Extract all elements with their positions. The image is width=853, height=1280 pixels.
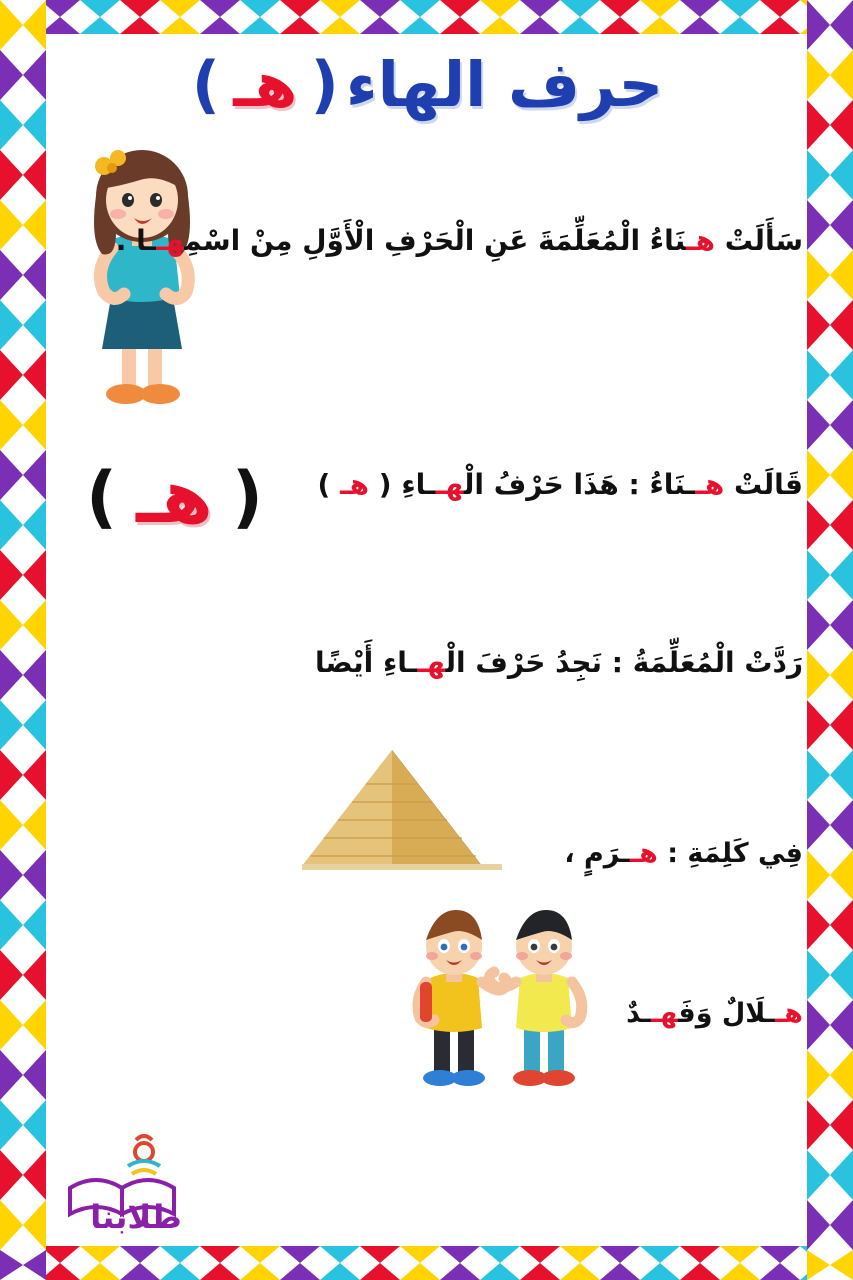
title-paren-close: ) [191,48,221,121]
title-paren-open: ( [310,48,339,121]
sentence-2-part-3: هـ [435,468,464,501]
decorative-border-right [807,0,853,1280]
decorative-border-left [0,0,46,1280]
sentence-2-part-2: ـنَاءُ : هَذَا حَرْفُ الْ [463,468,696,501]
girl-illustration [60,144,220,414]
title-text: حرف الهاء [345,48,664,121]
decorative-border-top [0,0,853,34]
letter-paren-open: ( [231,457,263,537]
sentence-1-part-2: نَاءُ الْمُعَلِّمَةَ عَنِ الْحَرْفِ الْأَوَّلِ مِنْ اسْمِ [184,224,687,257]
brand-logo-text: طلابنا [90,1198,182,1236]
letter-paren-close: ) [86,457,118,537]
sentence-5-part-0: هـ [775,998,803,1029]
sentence-1-part-0: سَأَلَتْ [715,224,803,257]
sentence-5-part-3: ـدٌ [626,998,651,1029]
title-letter: هـ [233,48,298,121]
sentence-2 [243,464,803,506]
page-title [46,48,807,121]
sentence-3-part-0: رَدَّتْ الْمُعَلِّمَةُ : نَجِدُ حَرْفَ الْ [445,646,803,679]
brand-logo [56,1130,216,1240]
sentence-4-part-1: هـ [629,838,658,869]
sentence-2-part-6: ) [317,468,341,501]
sentence-1 [115,220,803,262]
sentence-2-part-5: هـ [340,468,370,501]
sentence-3-part-2: ـاءِ أَيْضًا [315,646,418,679]
sentence-3 [243,642,803,684]
sentence-1-part-4: ـا . [115,224,157,257]
two-boys-illustration [396,894,606,1094]
sentence-5-part-2: هـ [650,998,679,1029]
pyramid-illustration [302,744,502,879]
sentence-4-part-2: ـرَمٍ ، [564,838,630,869]
sentence-1-part-1: هـ [686,224,716,257]
sentence-5 [626,994,803,1035]
worksheet-content [46,34,807,1246]
decorative-border-bottom [0,1246,853,1280]
letter-display-block [86,454,263,540]
sentence-4 [564,834,803,875]
letter-display: هـ [136,454,213,540]
sentence-2-part-4: ـاءِ ( [369,468,436,501]
sentence-5-part-1: ـلَالٌ وَفَ [678,998,776,1029]
sentence-4-part-0: فِي كَلِمَةِ : [657,838,803,869]
sentence-2-part-0: قَالَتْ [724,468,803,501]
sentence-1-part-3: هـ [156,224,185,257]
sentence-3-part-1: هـ [417,646,446,679]
sentence-2-part-1: هـ [695,468,725,501]
